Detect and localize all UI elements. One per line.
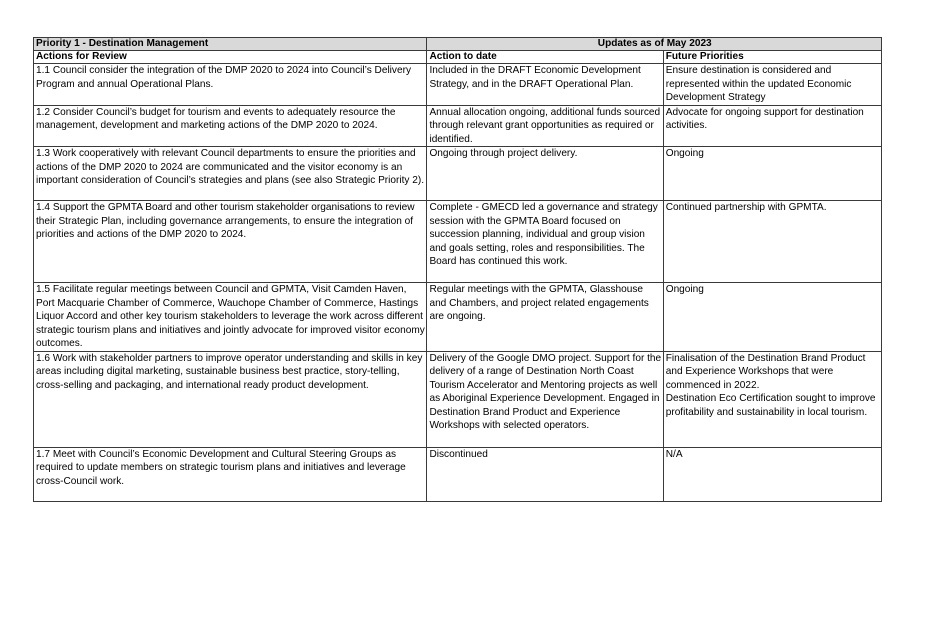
- action-cell: 1.2 Consider Council’s budget for tourism and events to adequately resource the management, development and marketing actions of the DMP 2020 to 2024.: [34, 105, 427, 147]
- table-row: [34, 147, 882, 201]
- action-to-date-cell: Included in the DRAFT Economic Development Strategy, and in the DRAFT Operational Plan.: [427, 64, 663, 106]
- column-header-action-to-date: Action to date: [427, 51, 663, 64]
- future-priorities-cell: Ongoing: [663, 283, 881, 352]
- action-cell: 1.3 Work cooperatively with relevant Council departments to ensure the priorities and actions of the DMP 2020 to 2024 are communicated and the visitor economy is an important consideration of Council’s strategies and plans (see also Strategic Priority 2).: [34, 147, 427, 201]
- column-header-future-priorities: Future Priorities: [663, 51, 881, 64]
- action-cell: 1.6 Work with stakeholder partners to improve operator understanding and skills in key areas including digital marketing, sustainable business best practice, story-telling, cross-selling and packaging, and international ready product development.: [34, 351, 427, 447]
- updates-title: Updates as of May 2023: [427, 38, 882, 51]
- table-row: [34, 283, 882, 352]
- future-priorities-cell: N/A: [663, 447, 881, 501]
- table-row: [34, 105, 882, 147]
- future-priorities-line: Finalisation of the Destination Brand Product and Experience Workshops that were commenced in 2022.: [665, 352, 866, 391]
- priority-title: Priority 1 - Destination Management: [34, 38, 427, 51]
- future-priorities-cell: Ongoing: [663, 147, 881, 201]
- action-to-date-cell: Complete - GMECD led a governance and strategy session with the GPMTA Board focused on succession planning, individual and group vision and goals setting, roles and responsibilities. The Board has continued this work.: [427, 201, 663, 283]
- future-priorities-cell: [663, 351, 881, 447]
- table-row: [34, 447, 882, 501]
- table-title-row: [34, 38, 882, 51]
- action-cell: 1.5 Facilitate regular meetings between Council and GPMTA, Visit Camden Haven, Port Macquarie Chamber of Commerce, Wauchope Chamber of Commerce, Hastings Liquor Accord and other key tourism stakeholders to leverage the work across different strategic tourism plans and initiatives and jointly advocate for improved visitor economy outcomes.: [34, 283, 427, 352]
- future-priorities-line: Destination Eco Certification sought to improve profitability and sustainability in local tourism.: [665, 393, 876, 418]
- table-row: [34, 201, 882, 283]
- action-cell: 1.4 Support the GPMTA Board and other tourism stakeholder organisations to review their Strategic Plan, including governance arrangements, to ensure the integration of priorities and actions of the DMP 2020 to 2024.: [34, 201, 427, 283]
- table-row: [34, 64, 882, 106]
- destination-management-table: [33, 37, 882, 502]
- action-to-date-cell: Annual allocation ongoing, additional funds sourced through relevant grant opportunities as required or identified.: [427, 105, 663, 147]
- future-priorities-cell: Continued partnership with GPMTA.: [663, 201, 881, 283]
- column-header-actions: Actions for Review: [34, 51, 427, 64]
- action-to-date-cell: Regular meetings with the GPMTA, Glasshouse and Chambers, and project related engagements are ongoing.: [427, 283, 663, 352]
- future-priorities-cell: Ensure destination is considered and represented within the updated Economic Development Strategy: [663, 64, 881, 106]
- action-to-date-cell: Ongoing through project delivery.: [427, 147, 663, 201]
- future-priorities-cell: Advocate for ongoing support for destination activities.: [663, 105, 881, 147]
- action-to-date-cell: Delivery of the Google DMO project. Support for the delivery of a range of Destination North Coast Tourism Accelerator and Mentoring projects as well as Aboriginal Experience Development. Engaged in Destination Brand Product and Experience Workshops with selected operators.: [427, 351, 663, 447]
- action-to-date-cell: Discontinued: [427, 447, 663, 501]
- action-cell: 1.7 Meet with Council’s Economic Development and Cultural Steering Groups as required to update members on strategic tourism plans and initiatives and leverage cross-Council work.: [34, 447, 427, 501]
- table-row: [34, 351, 882, 447]
- column-header-row: [34, 51, 882, 64]
- action-cell: 1.1 Council consider the integration of the DMP 2020 to 2024 into Council’s Delivery Program and annual Operational Plans.: [34, 64, 427, 106]
